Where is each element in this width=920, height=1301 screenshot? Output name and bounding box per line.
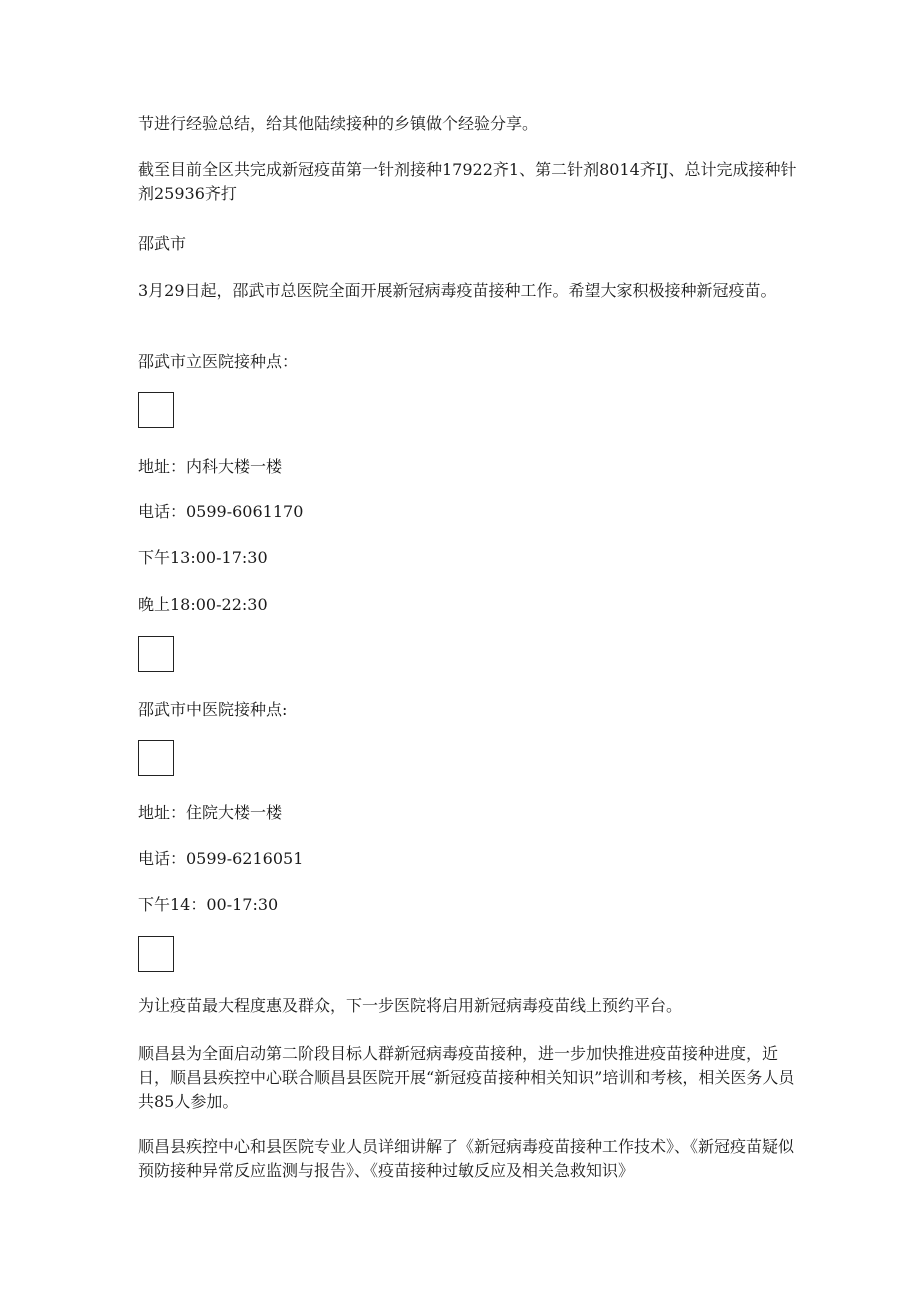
paragraph-vaccination-totals: 截至目前全区共完成新冠疫苗第一针剂接种17922齐1、第二针剂8014齐IJ、总计完成接种针剂25936齐打 (138, 160, 797, 203)
image-placeholder-box (138, 636, 174, 672)
tcm-hospital-afternoon-hours: 下午14：00-17:30 (138, 895, 279, 914)
tcm-hospital-address: 地址：住院大楼一楼 (138, 803, 283, 822)
paragraph-shaowu-announcement: 3月29日起，邵武市总医院全面开展新冠病毒疫苗接种工作。希望大家积极接种新冠疫苗。 (138, 281, 777, 300)
city-hospital-phone: 电话：0599-6061170 (138, 502, 304, 521)
paragraph-experience-summary: 节进行经验总结，给其他陆续接种的乡镇做个经验分享。 (138, 114, 539, 133)
city-hospital-evening-hours: 晚上18:00-22:30 (138, 595, 268, 614)
heading-tcm-hospital-site: 邵武市中医院接种点: (138, 700, 288, 719)
image-placeholder-box (138, 392, 174, 428)
heading-city-hospital-site: 邵武市立医院接种点： (138, 352, 299, 371)
city-hospital-address: 地址：内科大楼一楼 (138, 457, 283, 476)
paragraph-online-booking: 为让疫苗最大程度惠及群众，下一步医院将启用新冠病毒疫苗线上预约平台。 (138, 996, 683, 1015)
paragraph-shunchang-training: 顺昌县为全面启动第二阶段目标人群新冠病毒疫苗接种，进一步加快推进疫苗接种进度，近日，顺昌县疾控中心联合顺昌县医院开展“新冠疫苗接种相关知识”培训和考核，相关医务人员共85人参加。 (138, 1044, 795, 1111)
tcm-hospital-phone: 电话：0599-6216051 (138, 849, 304, 868)
heading-shaowu-city: 邵武市 (138, 234, 187, 253)
city-hospital-afternoon-hours: 下午13:00-17:30 (138, 548, 268, 567)
image-placeholder-box (138, 936, 174, 972)
image-placeholder-box (138, 740, 174, 776)
paragraph-shunchang-lectures: 顺昌县疾控中心和县医院专业人员详细讲解了《新冠病毒疫苗接种工作技术》、《新冠疫苗疑似预防接种异常反应监测与报告》、《疫苗接种过敏反应及相关急救知识》 (138, 1137, 795, 1180)
